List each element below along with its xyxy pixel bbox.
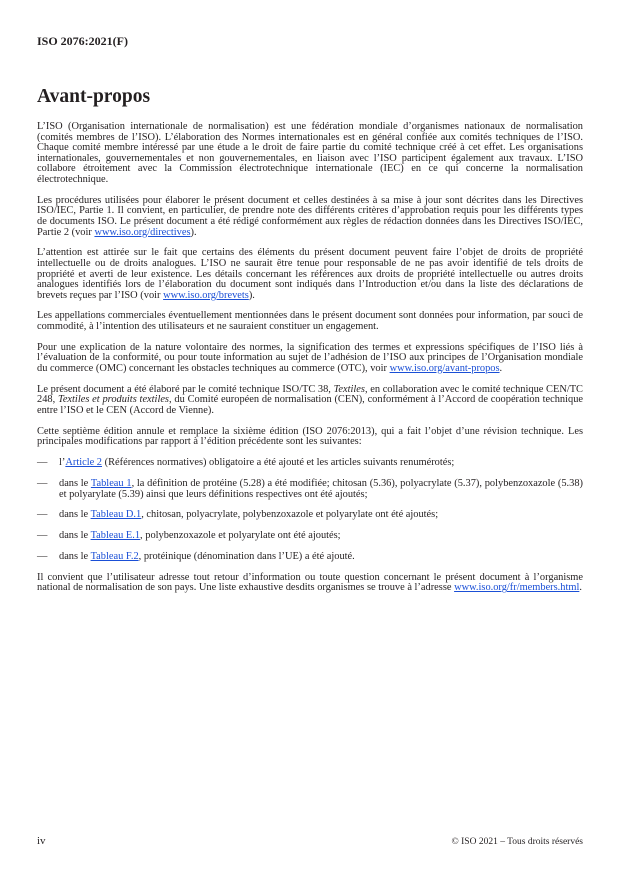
list-item xyxy=(37,531,583,542)
hyperlink[interactable]: Tableau D.1 xyxy=(90,509,142,521)
list-item-text xyxy=(59,531,583,542)
dash-bullet: — xyxy=(37,509,48,521)
text-run: dans le xyxy=(59,530,91,542)
list-item xyxy=(37,552,583,563)
list-item xyxy=(37,510,583,521)
list-item-text xyxy=(59,552,583,563)
paragraph xyxy=(37,385,583,417)
paragraph xyxy=(37,248,583,301)
closing-paragraph xyxy=(37,573,583,594)
text-run: Les appellations commerciales éventuellement mentionnées dans le présent document sont données pour information, par souci de commodité, à l’intention des utilisateurs et ne sauraient constituer un engagement. xyxy=(37,310,583,333)
text-run: . xyxy=(499,363,503,375)
text-run: dans le xyxy=(59,477,91,489)
paragraph xyxy=(37,343,583,375)
hyperlink[interactable]: Tableau 1 xyxy=(90,477,132,489)
hyperlink[interactable]: www.iso.org/directives xyxy=(94,226,191,238)
text-run: dans le xyxy=(59,509,91,521)
text-run: ). xyxy=(190,226,197,238)
text-run: dans le xyxy=(59,550,91,562)
dash-bullet: — xyxy=(37,550,48,562)
text-run: Les procédures utilisées pour élaborer le présent document et celles destinées à sa mise à jour sont décrites dans les Directives ISO/IEC, Partie 1. Il convient, en particulier, de prendre note des différents critères d’approbation requis pour les différents types de documents ISO. Le présent document a été rédigé conformément aux règles de rédaction données dans les Directives ISO/IEC, Partie 2 (voir xyxy=(37,194,583,238)
hyperlink[interactable]: www.iso.org/avant-propos xyxy=(389,363,500,375)
text-run: Il convient que l’utilisateur adresse tout retour d’information ou toute question concernant le présent document à l’organisme national de normalisation de son pays. Une liste exhaustive desdits organismes se trouve à l’adresse xyxy=(37,571,583,594)
text-run: , polybenzoxazole et polyarylate ont été ajoutés; xyxy=(140,530,341,542)
text-run: L’ISO (Organisation internationale de normalisation) est une fédération mondiale d’organismes nationaux de normalisation (comités membres de l’ISO). L’élaboration des Normes internationales est en général confiée aux comités techniques de l’ISO. Chaque comité membre intéressé par une étude a le droit de faire partie du comité technique créé à cet effet. Les organisations internationales, gouvernementales et non gouvernementales, en liaison avec l’ISO participent également aux travaux. L’ISO collabore étroitement avec la Commission électrotechnique internationale (IEC) en ce qui concerne la normalisation électrotechnique. xyxy=(37,121,583,185)
text-run: , la définition de protéine (5.28) a été modifiée; chitosan (5.36), polyacrylate (5.37), polybenzoxazole (5.38) et polyarylate (5.39) ainsi que leurs définitions respectives ont été ajoutés; xyxy=(59,477,583,500)
paragraph xyxy=(37,196,583,238)
hyperlink[interactable]: Tableau E.1 xyxy=(90,530,141,542)
hyperlink[interactable]: www.iso.org/brevets xyxy=(163,289,249,301)
italic-title: Textiles et produits textiles xyxy=(58,394,169,406)
copyright-notice: © ISO 2021 – Tous droits réservés xyxy=(451,837,583,847)
italic-title: Textiles xyxy=(333,383,365,395)
list-item-text xyxy=(59,510,583,521)
text-run: Pour une explication de la nature volontaire des normes, la signification des termes et expressions spécifiques de l’ISO liés à l’évaluation de la conformité, ou pour toute information au sujet de l’adhésion de l’ISO aux principes de l’Organisation mondiale du commerce (OMC) concernant les obstacles techniques au commerce (OTC), voir xyxy=(37,341,583,375)
text-run: l’ xyxy=(59,457,66,469)
text-run: . xyxy=(579,582,582,594)
document-id-header: ISO 2076:2021(F) xyxy=(37,34,128,48)
list-item-text xyxy=(59,479,583,500)
hyperlink[interactable]: Article 2 xyxy=(65,457,103,469)
paragraph xyxy=(37,122,583,186)
text-run: ). xyxy=(248,289,255,301)
text-run: Le présent document a été élaboré par le comité technique ISO/TC 38, xyxy=(37,383,334,395)
text-run: L’attention est attirée sur le fait que certains des éléments du présent document peuvent faire l’objet de droits de propriété intellectuelle ou de droits analogues. L’ISO ne saurait être tenue pour responsable de ne pas avoir identifié de tels droits de propriété et averti de leur existence. Les détails concernant les références aux droits de propriété intellectuelle ou autres droits analogues identifiés lors de l’élaboration du document sont indiqués dans l’Introduction et/ou dans la liste des déclarations de brevets reçues par l’ISO (voir xyxy=(37,247,583,301)
list-item-text xyxy=(59,458,583,469)
hyperlink[interactable]: Tableau F.2 xyxy=(90,550,139,562)
text-run: Cette septième édition annule et remplace la sixième édition (ISO 2076:2013), qui a fait l’objet d’une révision technique. Les principales modifications par rapport à l’édition précédente sont les suivantes: xyxy=(37,425,583,448)
text-run: , en collaboration avec le comité technique CEN/TC 248, xyxy=(37,383,583,406)
list-item xyxy=(37,479,583,500)
text-run: (Références normatives) obligatoire a été ajouté et les articles suivants renumérotés; xyxy=(102,457,455,469)
paragraph xyxy=(37,311,583,332)
dash-bullet: — xyxy=(37,457,48,469)
foreword-body xyxy=(37,122,583,604)
paragraph xyxy=(37,427,583,448)
dash-bullet: — xyxy=(37,530,48,542)
text-run: , du Comité européen de normalisation (CEN), conformément à l’Accord de coopération technique entre l’ISO et le CEN (Accord de Vienne). xyxy=(37,394,583,416)
text-run: , protéinique (dénomination dans l’UE) a été ajouté. xyxy=(138,550,355,562)
list-item xyxy=(37,458,583,469)
dash-bullet: — xyxy=(37,477,48,489)
hyperlink[interactable]: www.iso.org/fr/members.html xyxy=(454,582,580,594)
text-run: , chitosan, polyacrylate, polybenzoxazole et polyarylate ont été ajoutés; xyxy=(141,509,439,521)
section-title: Avant-propos xyxy=(37,86,151,107)
page-number: iv xyxy=(37,835,46,847)
